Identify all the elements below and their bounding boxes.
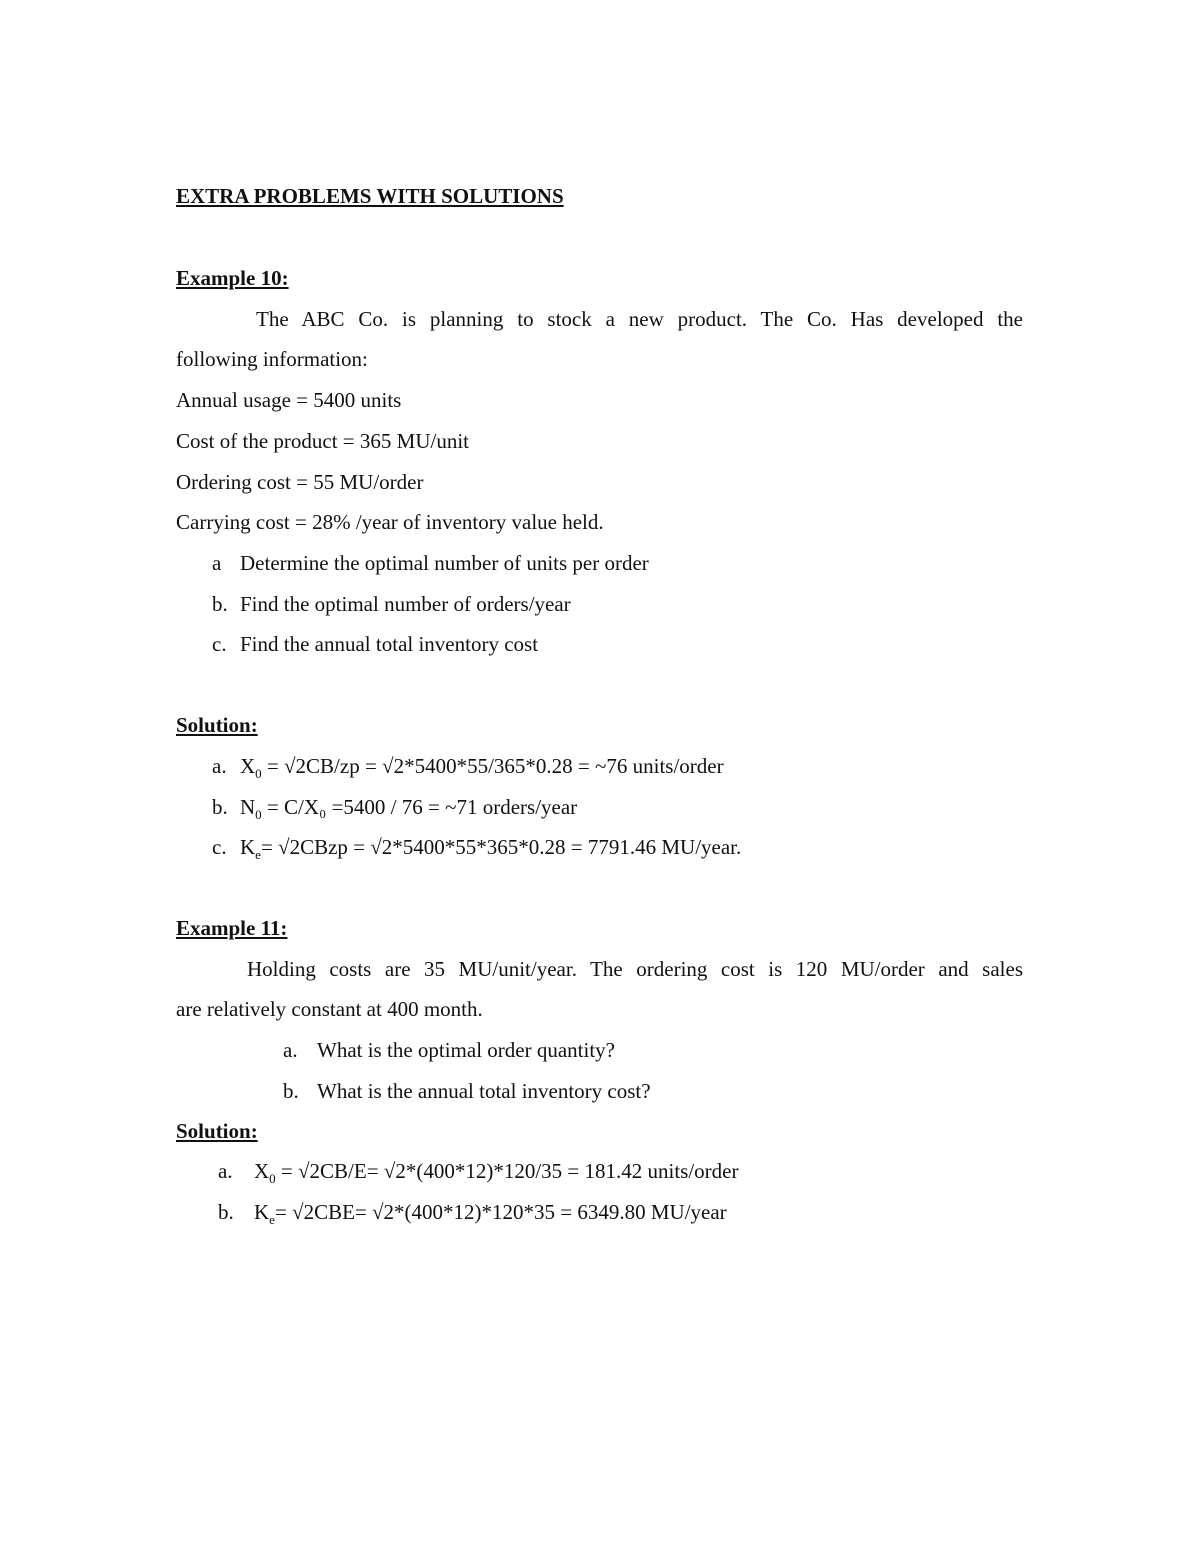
example-11-intro-line-1: Holding costs are 35 MU/unit/year. The ordering cost is 120 MU/order and sales — [247, 957, 1023, 981]
fact-annual-usage: Annual usage = 5400 units — [176, 388, 402, 412]
formula-subscript: 0 — [269, 1171, 276, 1187]
question-label: b. — [212, 592, 228, 616]
question-label: a. — [283, 1038, 298, 1062]
question-label: b. — [283, 1079, 299, 1103]
question-text: Find the optimal number of orders/year — [240, 592, 571, 616]
question-text: Find the annual total inventory cost — [240, 632, 539, 656]
formula-text: = C/X₀ =5400 / 76 = ~71 orders/year — [261, 795, 578, 819]
fact-carrying-cost: Carrying cost = 28% /year of inventory value held. — [176, 510, 604, 534]
example-10-solution-heading: Solution: — [176, 713, 258, 737]
document-title: EXTRA PROBLEMS WITH SOLUTIONS — [176, 184, 564, 208]
question-b — [212, 592, 571, 616]
example-10-intro-line-1: The ABC Co. is planning to stock a new product. The Co. Has developed the — [256, 307, 1023, 331]
formula-text: = √2CBE= √2*(400*12)*120*35 = 6349.80 MU/year — [274, 1200, 727, 1224]
example-11-solution-heading: Solution: — [176, 1119, 258, 1143]
example-11-heading: Example 11: — [176, 916, 288, 940]
question-label: a — [212, 551, 222, 575]
formula-symbol: K — [240, 835, 256, 859]
solution-label: a. — [218, 1159, 233, 1183]
question-b — [283, 1079, 651, 1103]
example-10-intro-line-2: following information: — [176, 347, 368, 371]
solution-b — [212, 795, 578, 823]
example-10-heading: Example 10: — [176, 266, 289, 290]
formula-subscript: 0 — [255, 807, 262, 823]
formula-subscript: e — [269, 1212, 275, 1228]
formula-symbol: X — [240, 754, 256, 778]
fact-product-cost: Cost of the product = 365 MU/unit — [176, 429, 469, 453]
question-a — [283, 1038, 615, 1062]
formula-text: = √2CBzp = √2*5400*55*365*0.28 = 7791.46 MU/year. — [260, 835, 742, 859]
formula-symbol: K — [254, 1200, 270, 1224]
example-11-intro-line-2: are relatively constant at 400 month. — [176, 997, 483, 1021]
solution-a — [218, 1159, 739, 1187]
solution-c — [212, 835, 742, 863]
solution-label: c. — [212, 835, 227, 859]
question-label: c. — [212, 632, 227, 656]
fact-ordering-cost: Ordering cost = 55 MU/order — [176, 470, 424, 494]
question-text: What is the optimal order quantity? — [317, 1038, 615, 1062]
solution-label: b. — [218, 1200, 234, 1224]
question-a — [212, 551, 649, 575]
formula-text: = √2CB/zp = √2*5400*55/365*0.28 = ~76 units/order — [261, 754, 724, 778]
question-c — [212, 632, 538, 656]
formula-subscript: e — [255, 847, 261, 863]
solution-label: a. — [212, 754, 227, 778]
question-text: What is the annual total inventory cost? — [317, 1079, 651, 1103]
formula-symbol: X — [254, 1159, 270, 1183]
solution-b — [218, 1200, 727, 1228]
question-text: Determine the optimal number of units per order — [240, 551, 649, 575]
formula-text: = √2CB/E= √2*(400*12)*120/35 = 181.42 units/order — [275, 1159, 739, 1183]
formula-subscript: 0 — [255, 766, 262, 782]
solution-a — [212, 754, 724, 782]
formula-symbol: N — [240, 795, 256, 819]
solution-label: b. — [212, 795, 228, 819]
